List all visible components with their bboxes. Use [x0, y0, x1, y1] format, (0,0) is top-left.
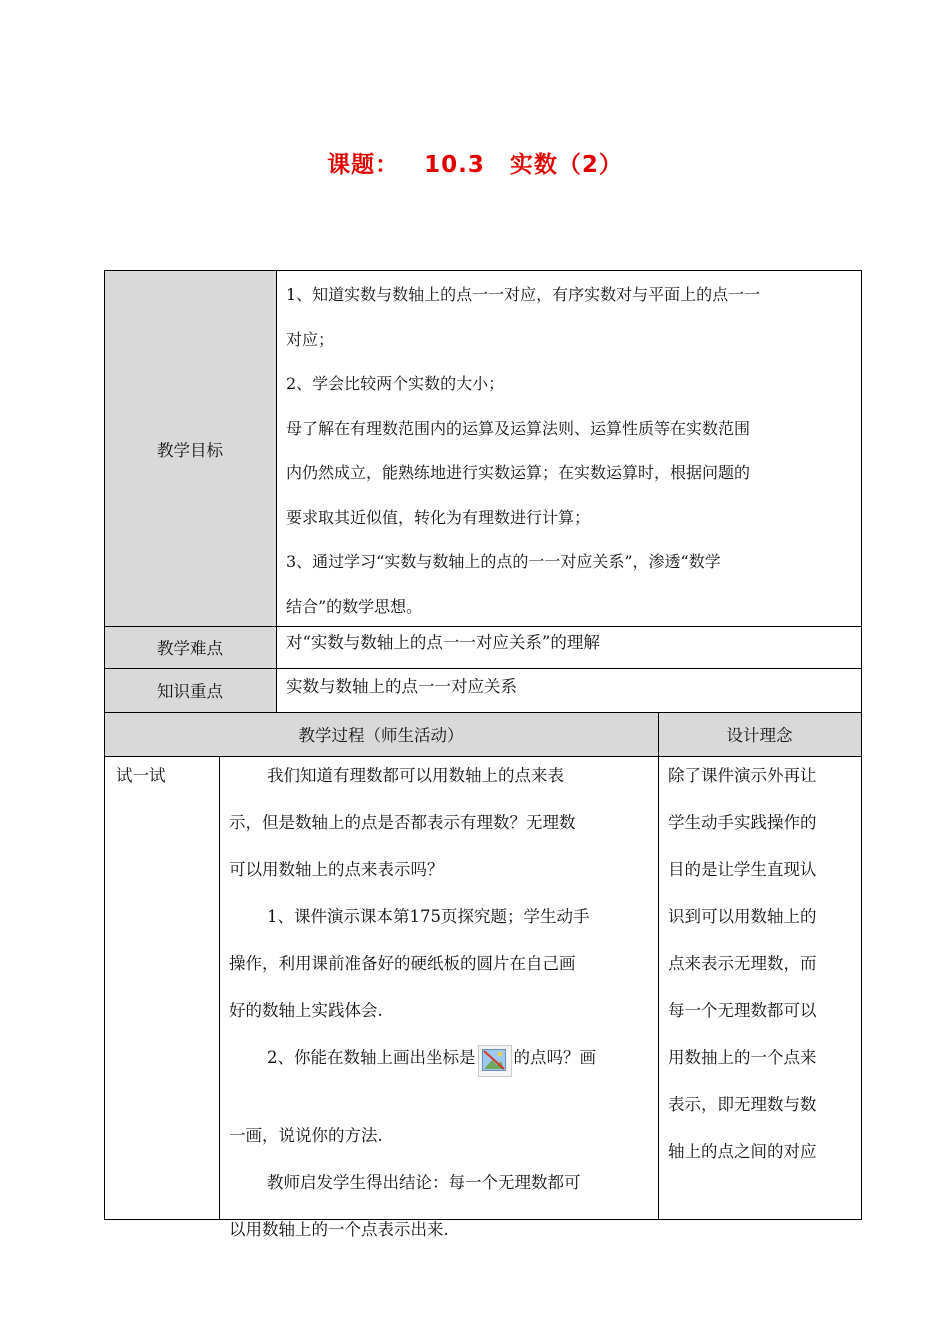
- row-divider: [104, 712, 862, 713]
- key-points-content: [276, 668, 861, 702]
- process-line: 以用数轴上的一个点表示出来.: [229, 1220, 449, 1239]
- page-title: [0, 146, 950, 179]
- design-content: [658, 752, 861, 1220]
- row-divider: [104, 626, 862, 627]
- image-placeholder-icon: [478, 1045, 512, 1077]
- col-divider: [658, 712, 659, 1220]
- difficulty-label-cell: [104, 626, 276, 668]
- title-name: 实数（2）: [509, 152, 623, 178]
- process-header: 教学过程（师生活动）: [298, 726, 464, 745]
- col-divider: [276, 270, 277, 712]
- process-line: 1、课件演示课本第175页探究题；学生动手: [267, 907, 590, 926]
- row-divider: [104, 756, 862, 757]
- process-line: 示，但是数轴上的点是否都表示有理数？无理数: [229, 813, 576, 832]
- difficulty-content: [276, 626, 861, 656]
- section-label-cell: [104, 756, 219, 1220]
- design-line: 轴上的点之间的对应: [668, 1142, 817, 1161]
- design-line: 每一个无理数都可以: [668, 1001, 817, 1020]
- difficulty-text: 对“实数与数轴上的点一一对应关系”的理解: [286, 633, 600, 652]
- key-points-label-cell: [104, 668, 276, 712]
- process-content: [219, 752, 658, 1239]
- design-line: 用数抽上的一个点来: [668, 1048, 817, 1067]
- process-line: [229, 1034, 652, 1082]
- key-points-label: 知识重点: [157, 682, 223, 701]
- process-line: 一画，说说你的方法.: [229, 1126, 383, 1145]
- process-header-cell: [104, 712, 658, 756]
- objective-line: 对应；: [286, 329, 335, 349]
- question-text-after: 的点吗？画: [513, 1048, 596, 1067]
- objective-line: 3、通过学习“实数与数轴上的点的一一对应关系”，渗透“数学: [286, 552, 721, 571]
- design-header-cell: [658, 712, 861, 756]
- design-line: 表示，即无理数与数: [668, 1095, 817, 1114]
- row-divider: [104, 668, 862, 669]
- title-number: 10.3: [424, 152, 485, 178]
- difficulty-label: 教学难点: [157, 639, 223, 658]
- table-border-bottom: [104, 1219, 862, 1220]
- table-border-top: [104, 270, 862, 271]
- objective-line: 2、学会比较两个实数的大小；: [286, 374, 505, 393]
- objectives-label: 教学目标: [157, 440, 223, 460]
- table-border-right: [861, 270, 862, 1220]
- design-line: 识到可以用数轴上的: [668, 907, 817, 926]
- question-text-before: 2、你能在数轴上画出坐标是: [267, 1048, 476, 1067]
- objective-line: 结合”的数学思想。: [286, 596, 423, 616]
- title-prefix: 课题：: [327, 152, 400, 178]
- design-line: 点来表示无理数，而: [668, 954, 817, 973]
- objective-line: 要求取其近似值，转化为有理数进行计算；: [286, 507, 591, 527]
- process-line: 我们知道有理数都可以用数轴上的点来表: [267, 766, 564, 785]
- key-points-text: 实数与数轴上的点一一对应关系: [286, 677, 517, 696]
- table-border-left: [104, 270, 105, 1220]
- design-line: 目的是让学生直现认: [668, 860, 817, 879]
- process-line: 可以用数轴上的点来表示吗？: [229, 860, 444, 879]
- process-line: 好的数轴上实践体会.: [229, 1001, 383, 1020]
- process-line: 操作，利用课前准备好的硬纸板的圆片在自己画: [229, 954, 576, 973]
- objectives-label-cell: [104, 271, 276, 626]
- design-header: 设计理念: [726, 726, 793, 745]
- objectives-content: [276, 271, 861, 626]
- design-line: 除了课件演示外再让: [668, 766, 817, 785]
- objective-line: 内仍然成立，能熟练地进行实数运算；在实数运算时，根据问题的: [286, 463, 751, 482]
- process-line: 教师启发学生得出结论：每一个无理数都可: [267, 1173, 581, 1192]
- section-label: 试一试: [116, 766, 166, 785]
- objective-line: 1、知道实数与数轴上的点一一对应，有序实数对与平面上的点一一: [286, 285, 761, 304]
- design-line: 学生动手实践操作的: [668, 813, 817, 832]
- objective-line: 母了解在有理数范围内的运算及运算法则、运算性质等在实数范围: [286, 418, 751, 438]
- col-divider: [219, 756, 220, 1220]
